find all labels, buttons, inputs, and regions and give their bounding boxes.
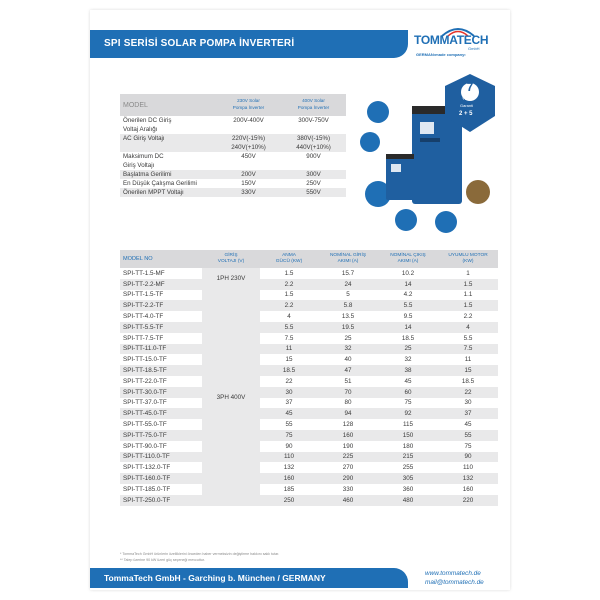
model-cell: SPI-TT-185.0-TF	[120, 484, 202, 495]
model-cell: SPI-TT-2.2-TF	[120, 300, 202, 311]
spec-header-230v-line2: Pompa İnverter	[232, 105, 265, 110]
table-row	[120, 333, 498, 344]
spec-value-230	[216, 161, 281, 170]
model-cell: SPI-TT-30.0-TF	[120, 387, 202, 398]
input-current-cell: 330	[318, 484, 378, 495]
table-row	[120, 365, 498, 376]
model-cell: SPI-TT-5.5-TF	[120, 322, 202, 333]
power-cell: 45	[260, 408, 318, 419]
model-cell: SPI-TT-1.5-MF	[120, 268, 202, 279]
output-current-cell: 5.5	[378, 300, 438, 311]
output-current-cell: 14	[378, 279, 438, 290]
input-current-cell: 80	[318, 398, 378, 409]
motor-cell: 15	[438, 365, 498, 376]
input-current-cell: 128	[318, 419, 378, 430]
spec-value-230: 240V(+10%)	[216, 143, 281, 152]
output-current-cell: 32	[378, 354, 438, 365]
output-current-cell: 10.2	[378, 268, 438, 279]
input-current-cell: 270	[318, 462, 378, 473]
logo-gmbh: GmbH	[468, 46, 480, 51]
input-current-cell: 51	[318, 376, 378, 387]
table-row	[120, 344, 498, 355]
page-title: SPI SERİSİ SOLAR POMPA İNVERTERİ	[104, 38, 295, 49]
model-cell: SPI-TT-22.0-TF	[120, 376, 202, 387]
motor-cell: 4	[438, 322, 498, 333]
spec-row	[120, 170, 346, 179]
input-current-cell: 225	[318, 452, 378, 463]
table-row	[120, 398, 498, 409]
spec-header-model: MODEL	[120, 94, 216, 116]
output-current-cell: 60	[378, 387, 438, 398]
spec-label	[120, 143, 216, 152]
table-row	[120, 452, 498, 463]
spec-value-400: 300V-750V	[281, 116, 346, 125]
header-motor-line1: UYUMLU MOTOR	[448, 253, 488, 259]
voltage-group-1ph: 1PH 230V	[202, 268, 260, 290]
spec-row	[120, 179, 346, 188]
motor-cell: 5.5	[438, 333, 498, 344]
badge-years: 7	[466, 80, 474, 94]
model-cell: SPI-TT-1.5-TF	[120, 290, 202, 301]
model-table-header	[120, 250, 498, 268]
header-power-line2: GÜCÜ (KW)	[275, 259, 303, 264]
table-row	[120, 376, 498, 387]
table-row	[120, 473, 498, 484]
table-row	[120, 290, 498, 301]
model-cell: SPI-TT-15.0-TF	[120, 354, 202, 365]
input-current-cell: 24	[318, 279, 378, 290]
output-current-cell: 75	[378, 398, 438, 409]
power-cell: 250	[260, 495, 318, 506]
output-current-cell: 255	[378, 462, 438, 473]
motor-cell: 7.5	[438, 344, 498, 355]
table-row	[120, 279, 498, 290]
table-row	[120, 300, 498, 311]
model-cell: SPI-TT-132.0-TF	[120, 462, 202, 473]
footnote-1: * TommaTech GmbH ürünlerin özelliklerini önceden haber vermeksizin değiştirme hakkını saklı tutar.	[120, 552, 280, 556]
header-voltage	[202, 250, 260, 268]
output-current-cell: 38	[378, 365, 438, 376]
spec-value-400	[281, 125, 346, 134]
motor-cell: 1.1	[438, 290, 498, 301]
header-motor	[438, 250, 498, 268]
input-current-cell: 290	[318, 473, 378, 484]
spec-value-230: 450V	[216, 152, 281, 161]
input-current-cell: 13.5	[318, 311, 378, 322]
model-cell: SPI-TT-90.0-TF	[120, 441, 202, 452]
input-current-cell: 190	[318, 441, 378, 452]
motor-cell: 2.2	[438, 311, 498, 322]
output-current-cell: 480	[378, 495, 438, 506]
brand-logo	[412, 24, 504, 64]
input-current-cell: 19.5	[318, 322, 378, 333]
table-row	[120, 311, 498, 322]
power-cell: 160	[260, 473, 318, 484]
datasheet-page	[90, 10, 510, 590]
motor-cell: 1.5	[438, 279, 498, 290]
motor-cell: 37	[438, 408, 498, 419]
table-row	[120, 268, 498, 279]
spec-value-230: 200V	[216, 170, 281, 179]
output-current-cell: 150	[378, 430, 438, 441]
header-output-current-line2: AKIMI (A)	[397, 259, 419, 264]
power-cell: 7.5	[260, 333, 318, 344]
power-cell: 4	[260, 311, 318, 322]
spec-value-230: 220V(-15%)	[216, 134, 281, 143]
power-cell: 1.5	[260, 290, 318, 301]
spec-header-230v	[216, 94, 281, 116]
power-cell: 11	[260, 344, 318, 355]
badge-warranty: Garanti	[460, 103, 474, 108]
spec-value-400	[281, 161, 346, 170]
input-current-cell: 460	[318, 495, 378, 506]
motor-cell: 110	[438, 462, 498, 473]
spec-value-400: 300V	[281, 170, 346, 179]
spec-label: Önerilen MPPT Voltajı	[120, 188, 216, 197]
footer-website-link[interactable]: www.tommatech.de	[425, 570, 481, 577]
motor-cell: 1.5	[438, 300, 498, 311]
power-cell: 1.5	[260, 268, 318, 279]
input-current-cell: 15.7	[318, 268, 378, 279]
power-cell: 30	[260, 387, 318, 398]
logo-text: TOMMATECH	[414, 33, 489, 47]
input-current-cell: 70	[318, 387, 378, 398]
spec-row	[120, 188, 346, 197]
input-current-cell: 32	[318, 344, 378, 355]
spec-header-400v-line2: Pompa İnverter	[297, 105, 330, 110]
spec-row	[120, 161, 346, 170]
output-current-cell: 4.2	[378, 290, 438, 301]
table-row	[120, 354, 498, 365]
spec-label: Maksimum DC	[120, 152, 216, 161]
spec-row	[120, 134, 346, 143]
spec-label: Başlatma Gerilimi	[120, 170, 216, 179]
spec-value-400: 900V	[281, 152, 346, 161]
input-current-cell: 94	[318, 408, 378, 419]
spec-label: Önerilen DC Giriş	[120, 116, 216, 125]
power-cell: 18.5	[260, 365, 318, 376]
table-row	[120, 430, 498, 441]
power-cell: 75	[260, 430, 318, 441]
model-cell: SPI-TT-7.5-TF	[120, 333, 202, 344]
badge-plus: 2 + 5	[459, 111, 473, 117]
footnote-2: ** Talep üzerine 90 kW üzeri güç seçeneği mevcuttur.	[120, 557, 205, 562]
power-cell: 185	[260, 484, 318, 495]
power-cell: 2.2	[260, 300, 318, 311]
model-table	[120, 250, 498, 506]
spec-label: Giriş Voltajı	[120, 161, 216, 170]
motor-cell: 90	[438, 452, 498, 463]
model-cell: SPI-TT-45.0-TF	[120, 408, 202, 419]
power-cell: 2.2	[260, 279, 318, 290]
model-cell: SPI-TT-160.0-TF	[120, 473, 202, 484]
input-current-cell: 5.8	[318, 300, 378, 311]
spec-value-230: 150V	[216, 179, 281, 188]
motor-cell: 75	[438, 441, 498, 452]
output-current-cell: 92	[378, 408, 438, 419]
header-output-current	[378, 250, 438, 268]
motor-cell: 220	[438, 495, 498, 506]
model-cell: SPI-TT-37.0-TF	[120, 398, 202, 409]
header-power	[260, 250, 318, 268]
output-current-cell: 215	[378, 452, 438, 463]
spec-table	[120, 94, 346, 197]
spec-value-230	[216, 125, 281, 134]
output-current-cell: 115	[378, 419, 438, 430]
header-power-line1: ANMA	[282, 253, 296, 259]
motor-cell: 45	[438, 419, 498, 430]
header-voltage-line2: VOLTAJI (V)	[217, 259, 245, 264]
spec-value-400: 250V	[281, 179, 346, 188]
model-cell: SPI-TT-2.2-MF	[120, 279, 202, 290]
output-current-cell: 18.5	[378, 333, 438, 344]
spec-header-400v-line1: 400V Solar	[302, 98, 325, 104]
spec-value-230: 330V	[216, 188, 281, 197]
table-row	[120, 495, 498, 506]
inverter-small-icon	[386, 154, 414, 200]
header-voltage-line1: GİRİŞ	[224, 253, 238, 259]
output-current-cell: 360	[378, 484, 438, 495]
spec-header-400v	[281, 94, 346, 116]
header-motor-line2: (KW)	[462, 259, 474, 264]
power-cell: 5.5	[260, 322, 318, 333]
footer-email-link[interactable]: mail@tommatech.de	[425, 579, 484, 586]
spec-row	[120, 143, 346, 152]
header-model: MODEL NO	[120, 250, 202, 268]
motor-cell: 55	[438, 430, 498, 441]
motor-cell: 132	[438, 473, 498, 484]
output-current-cell: 14	[378, 322, 438, 333]
motor-cell: 22	[438, 387, 498, 398]
table-row	[120, 462, 498, 473]
model-cell: SPI-TT-55.0-TF	[120, 419, 202, 430]
spec-value-400: 380V(-15%)	[281, 134, 346, 143]
spec-value-230: 200V-400V	[216, 116, 281, 125]
power-cell: 22	[260, 376, 318, 387]
table-row	[120, 419, 498, 430]
header-input-current	[318, 250, 378, 268]
model-cell: SPI-TT-250.0-TF	[120, 495, 202, 506]
input-current-cell: 25	[318, 333, 378, 344]
table-row	[120, 441, 498, 452]
input-current-cell: 5	[318, 290, 378, 301]
footer-company: TommaTech GmbH - Garching b. München / GERMANY	[104, 573, 326, 583]
table-row	[120, 484, 498, 495]
spec-row	[120, 152, 346, 161]
header-input-current-line2: AKIMI (A)	[337, 259, 359, 264]
spec-value-400: 440V(+10%)	[281, 143, 346, 152]
model-cell: SPI-TT-110.0-TF	[120, 452, 202, 463]
spec-label: AC Giriş Voltajı	[120, 134, 216, 143]
input-current-cell: 47	[318, 365, 378, 376]
spec-label: Voltaj Aralığı	[120, 125, 216, 134]
output-current-cell: 9.5	[378, 311, 438, 322]
motor-cell: 11	[438, 354, 498, 365]
spec-header-230v-line1: 230V Solar	[237, 98, 260, 104]
footnotes	[120, 552, 279, 564]
model-cell: SPI-TT-18.5-TF	[120, 365, 202, 376]
spec-value-400: 550V	[281, 188, 346, 197]
model-cell: SPI-TT-75.0-TF	[120, 430, 202, 441]
output-current-cell: 305	[378, 473, 438, 484]
spec-table-header	[120, 94, 346, 116]
power-cell: 90	[260, 441, 318, 452]
power-cell: 55	[260, 419, 318, 430]
output-current-cell: 45	[378, 376, 438, 387]
voltage-group-3ph: 3PH 400V	[202, 290, 260, 506]
header-output-current-line1: NOMİNAL ÇIKIŞ	[390, 253, 426, 259]
power-cell: 37	[260, 398, 318, 409]
badge-years-unit: YIL	[462, 96, 469, 101]
spec-row	[120, 116, 346, 125]
model-cell: SPI-TT-4.0-TF	[120, 311, 202, 322]
power-cell: 110	[260, 452, 318, 463]
power-cell: 132	[260, 462, 318, 473]
spec-label: En Düşük Çalışma Gerilimi	[120, 179, 216, 188]
motor-cell: 18.5	[438, 376, 498, 387]
motor-cell: 160	[438, 484, 498, 495]
output-current-cell: 180	[378, 441, 438, 452]
model-cell: SPI-TT-11.0-TF	[120, 344, 202, 355]
table-row	[120, 408, 498, 419]
logo-tagline: GERMAN•made company•	[416, 52, 466, 57]
motor-cell: 1	[438, 268, 498, 279]
input-current-cell: 160	[318, 430, 378, 441]
spec-row	[120, 125, 346, 134]
input-current-cell: 40	[318, 354, 378, 365]
table-row	[120, 387, 498, 398]
header-input-current-line1: NOMİNAL GİRİŞ	[329, 253, 367, 259]
motor-cell: 30	[438, 398, 498, 409]
table-row	[120, 322, 498, 333]
power-cell: 15	[260, 354, 318, 365]
output-current-cell: 25	[378, 344, 438, 355]
